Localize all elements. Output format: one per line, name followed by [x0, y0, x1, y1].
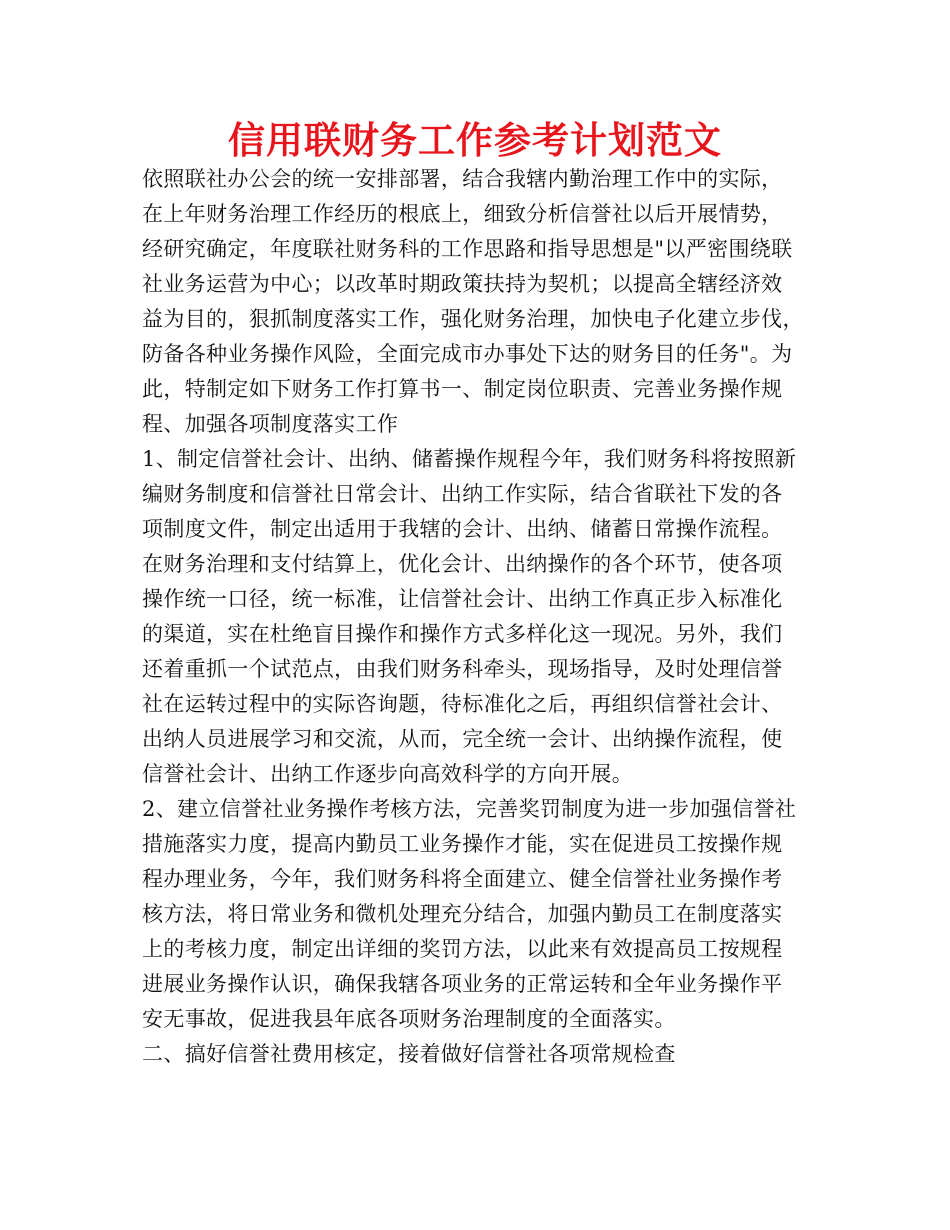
body-text-line: 编财务制度和信誉社日常会计、出纳工作实际，结合省联社下发的各 [142, 482, 783, 506]
body-text-line: 益为目的，狠抓制度落实工作，强化财务治理，加快电子化建立步伐， [142, 307, 804, 331]
body-text-line: 2、建立信誉社业务操作考核方法，完善奖罚制度为进一步加强信誉社 [142, 797, 797, 821]
body-text-line: 1、制定信誉社会计、出纳、储蓄操作规程今年，我们财务科将按照新 [142, 447, 797, 471]
body-text-line: 出纳人员进展学习和交流，从而，完全统一会计、出纳操作流程，使 [142, 727, 783, 751]
body-text-line: 防备各种业务操作风险，全面完成市办事处下达的财务目的任务"。为 [142, 342, 793, 366]
body-text-line: 安无事故，促进我县年底各项财务治理制度的全面落实。 [142, 1007, 676, 1031]
body-text-line: 核方法，将日常业务和微机处理充分结合，加强内勤员工在制度落实 [142, 902, 783, 926]
body-text-line: 进展业务操作认识，确保我辖各项业务的正常运转和全年业务操作平 [142, 972, 783, 996]
body-text-line: 二、搞好信誉社费用核定，接着做好信誉社各项常规检查 [142, 1042, 676, 1066]
body-text-line: 程、加强各项制度落实工作 [142, 412, 399, 436]
body-text-line: 社业务运营为中心；以改革时期政策扶持为契机；以提高全辖经济效 [142, 272, 783, 296]
body-text-line: 项制度文件，制定出适用于我辖的会计、出纳、储蓄日常操作流程。 [142, 517, 783, 541]
body-text-line: 操作统一口径，统一标准，让信誉社会计、出纳工作真正步入标准化 [142, 587, 783, 611]
body-text-line: 在上年财务治理工作经历的根底上，细致分析信誉社以后开展情势， [142, 202, 783, 226]
body-text-line: 上的考核力度，制定出详细的奖罚方法，以此来有效提高员工按规程 [142, 937, 783, 961]
body-text-line: 此，特制定如下财务工作打算书一、制定岗位职责、完善业务操作规 [142, 377, 783, 401]
document-body [142, 162, 842, 1072]
document-title: 信用联财务工作参考计划范文 [228, 119, 722, 162]
body-text-line: 措施落实力度，提高内勤员工业务操作才能，实在促进员工按操作规 [142, 832, 783, 856]
body-text-line: 经研究确定，年度联社财务科的工作思路和指导思想是"以严密围绕联 [142, 237, 793, 261]
body-text-line: 在财务治理和支付结算上，优化会计、出纳操作的各个环节，使各项 [142, 552, 783, 576]
body-text-line: 社在运转过程中的实际咨询题，待标准化之后，再组织信誉社会计、 [142, 692, 783, 716]
body-text-line: 程办理业务，今年，我们财务科将全面建立、健全信誉社业务操作考 [142, 867, 783, 891]
body-text-line: 的渠道，实在杜绝盲目操作和操作方式多样化这一现况。另外，我们 [142, 622, 783, 646]
body-text-line: 还着重抓一个试范点，由我们财务科牵头，现场指导，及时处理信誉 [142, 657, 783, 681]
body-text-line: 信誉社会计、出纳工作逐步向高效科学的方向开展。 [142, 762, 634, 786]
body-text-line: 依照联社办公会的统一安排部署，结合我辖内勤治理工作中的实际， [142, 167, 783, 191]
